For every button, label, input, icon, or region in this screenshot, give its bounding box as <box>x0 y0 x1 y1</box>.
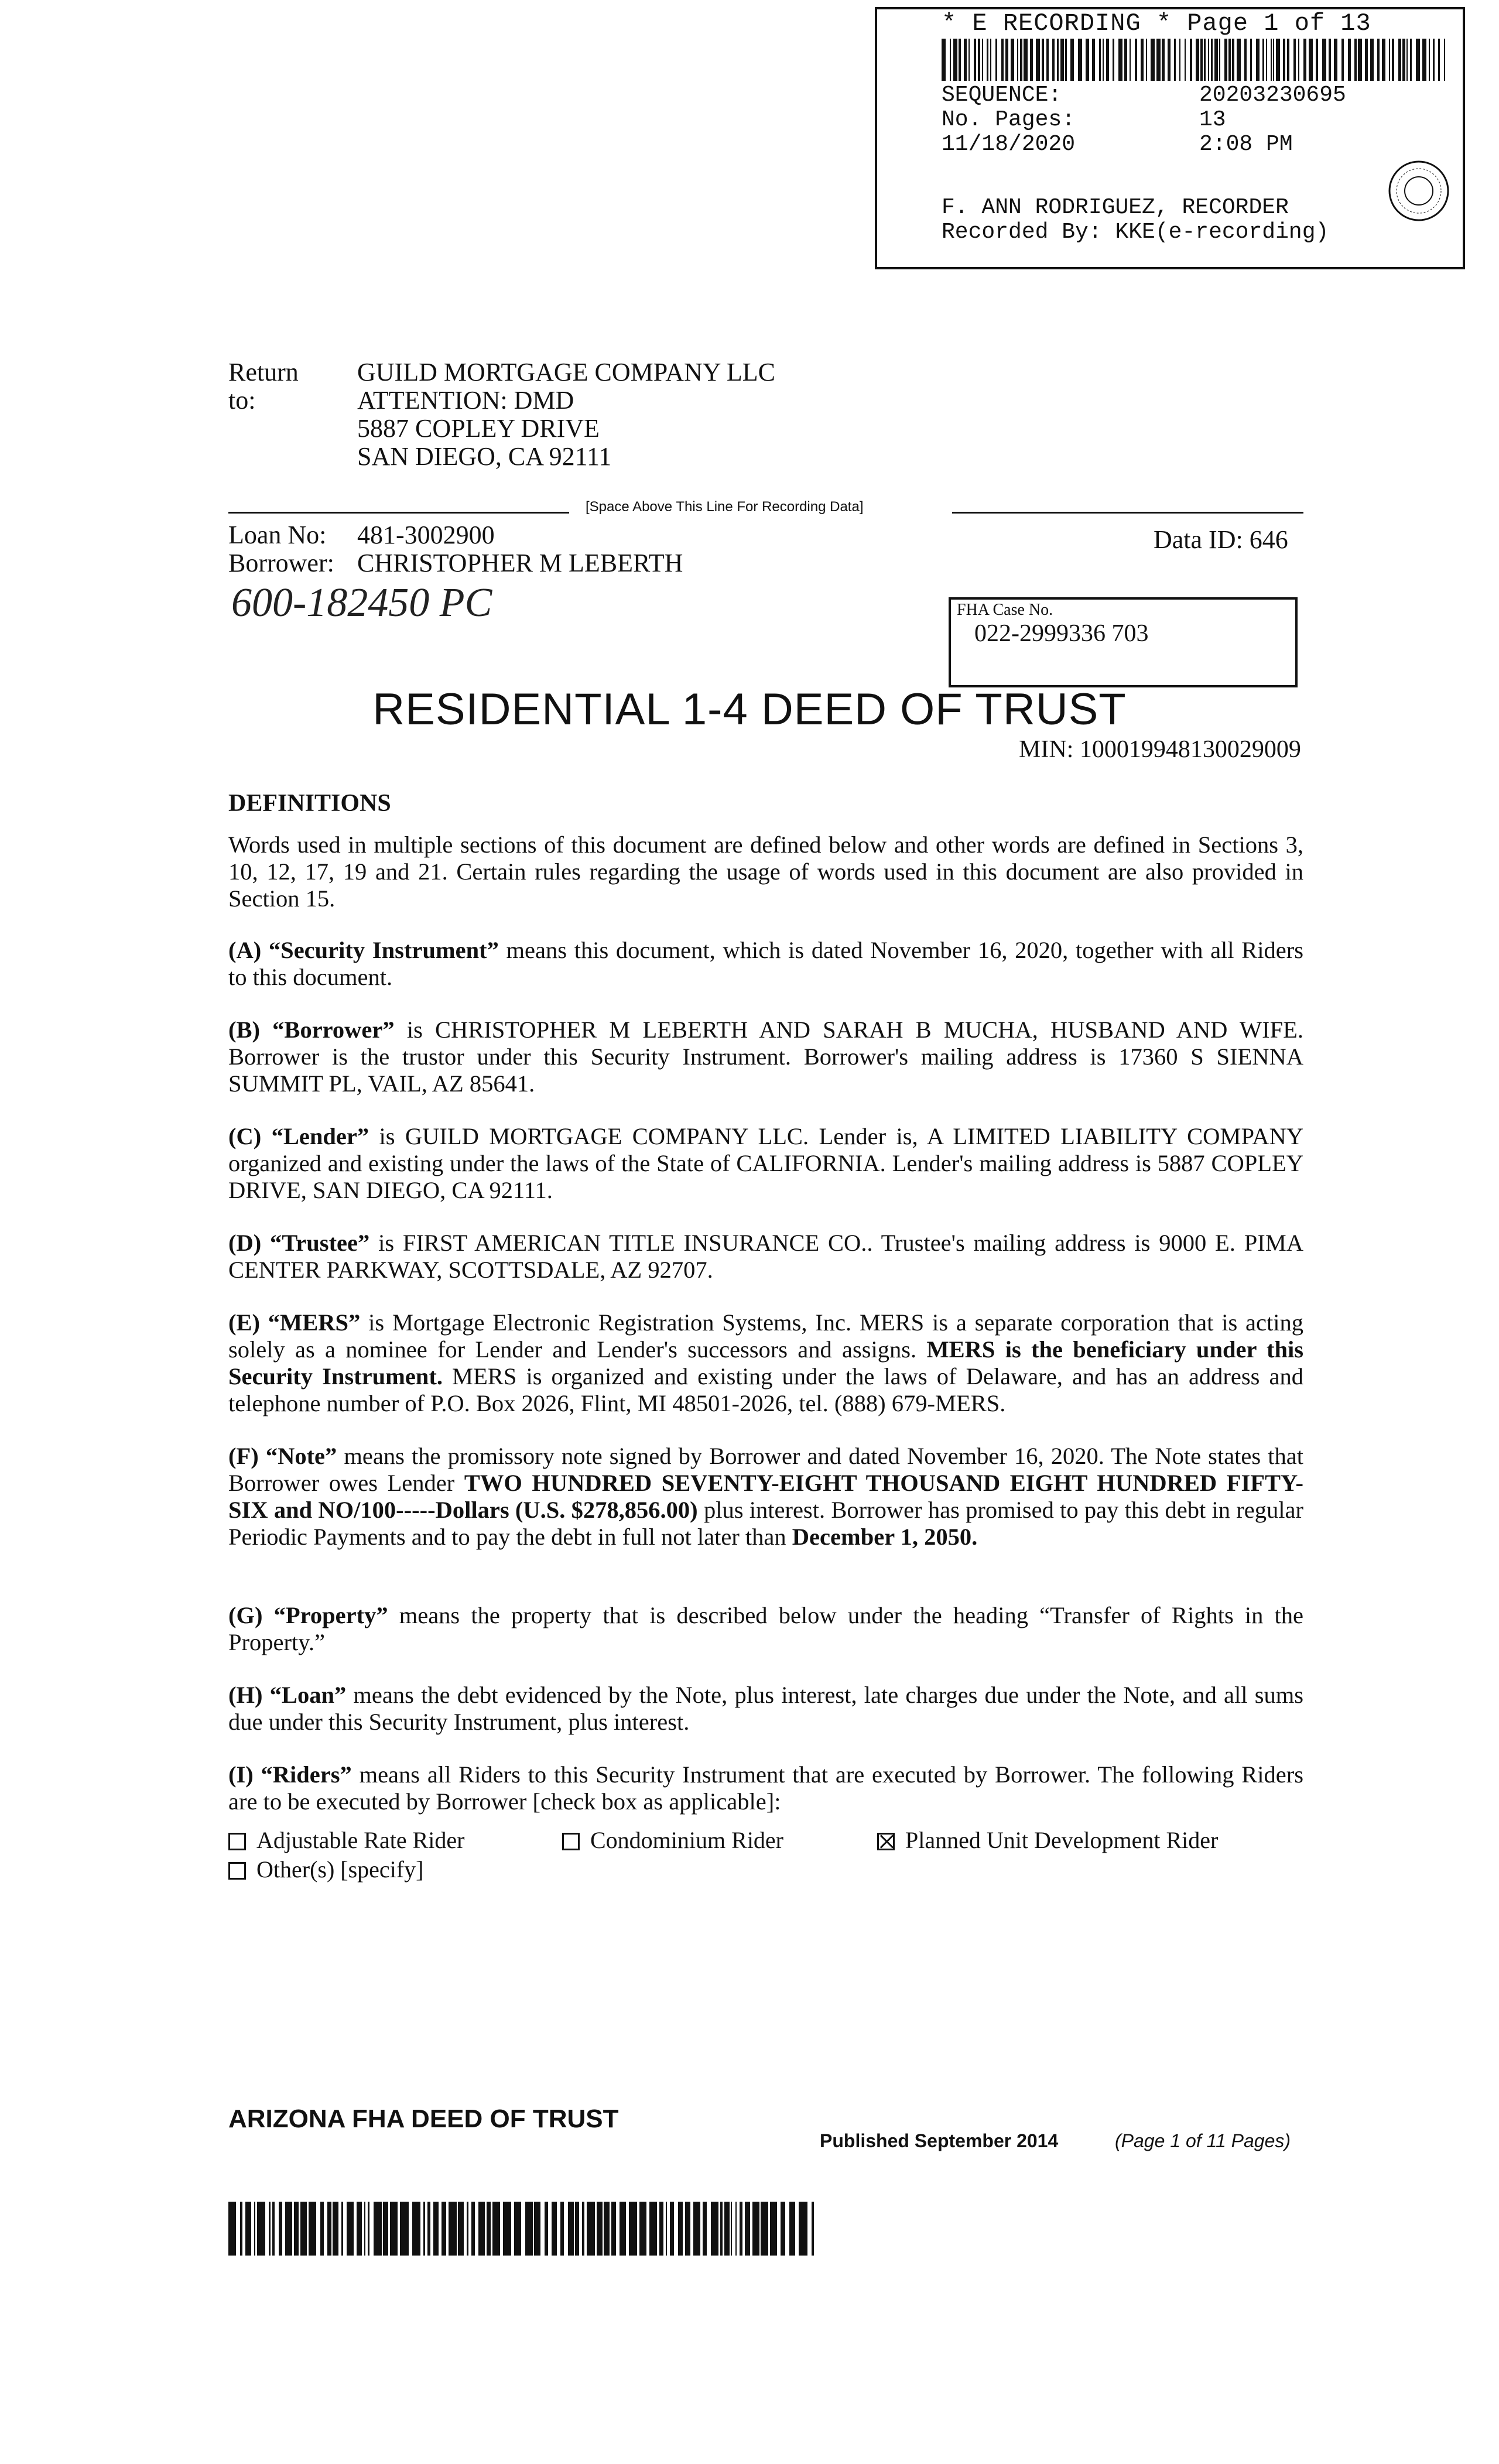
barcode-bar <box>1271 39 1272 81</box>
barcode-bar <box>670 2202 674 2256</box>
barcode-bar <box>735 2202 737 2256</box>
barcode-bar <box>272 2202 275 2256</box>
barcode-bar <box>1358 39 1362 81</box>
barcode-bar <box>1020 39 1022 81</box>
fha-case-box <box>949 597 1298 687</box>
barcode-bar <box>400 2202 409 2256</box>
space-above-note: [Space Above This Line For Recording Data] <box>586 499 864 515</box>
definition-h <box>228 1682 1303 1736</box>
definition-text: means all Riders to this Security Instrument that are executed by Borrower. The following Riders are to be executed by Borrower [check box as applicable]: <box>228 1761 1303 1815</box>
document-barcode <box>228 2202 814 2256</box>
barcode-bar <box>1190 39 1192 81</box>
barcode-bar <box>254 2202 255 2256</box>
barcode-bar <box>1099 39 1101 81</box>
definition-e <box>228 1309 1303 1417</box>
definition-text: means the promissory note signed by Borrower and dated November 16, 2020. The Note states that Borrower owes Lender <box>228 1443 1303 1496</box>
barcode-bar <box>333 2202 338 2256</box>
barcode-bar <box>327 2202 331 2256</box>
barcode-bar <box>1276 39 1280 81</box>
maturity-date: December 1, 2050. <box>792 1524 978 1550</box>
recording-line-right <box>952 512 1303 514</box>
barcode-bar <box>1244 39 1247 81</box>
barcode-bar <box>620 2202 626 2256</box>
recorder-name: F. ANN RODRIGUEZ, RECORDER <box>942 195 1289 220</box>
barcode-bar <box>545 2202 548 2256</box>
barcode-bar <box>471 2202 475 2256</box>
barcode-bar <box>1174 39 1176 81</box>
barcode-bar <box>1433 39 1435 81</box>
barcode-bar <box>1287 39 1289 81</box>
barcode-bar <box>724 2202 730 2256</box>
barcode-bar <box>731 2202 732 2256</box>
barcode-bar <box>1168 39 1171 81</box>
borrower-label: Borrower: <box>228 549 334 577</box>
barcode-bar <box>449 2202 457 2256</box>
definition-text: MERS is organized and existing under the laws of Delaware, and has an address and telephone number of P.O. Box 2026, Flint, MI 48501-2026, tel. (888) 679-MERS. <box>228 1363 1303 1416</box>
rider-condominium <box>562 1826 783 1855</box>
barcode-bar <box>1204 39 1206 81</box>
barcode-bar <box>1092 39 1095 81</box>
term: (C) “Lender” <box>228 1123 369 1149</box>
data-id: Data ID: 646 <box>1154 525 1288 554</box>
rider-label: Other(s) [specify] <box>256 1856 424 1883</box>
barcode-bar <box>1185 39 1186 81</box>
barcode-bar <box>1162 39 1165 81</box>
fha-case-label: FHA Case No. <box>957 601 1053 619</box>
barcode-bar <box>1211 39 1213 81</box>
return-to-address <box>357 358 775 471</box>
barcode-bar <box>1070 39 1074 81</box>
fha-case-number: 022-2999336 703 <box>974 620 1149 647</box>
barcode-bar <box>770 2202 777 2256</box>
barcode-bar <box>364 2202 365 2256</box>
barcode-bar <box>534 2202 540 2256</box>
barcode-bar <box>611 2202 616 2256</box>
barcode-bar <box>1283 39 1285 81</box>
definition-text: is FIRST AMERICAN TITLE INSURANCE CO.. Trustee's mailing address is 9000 E. PIMA CENTER PARKWAY, SCOTTSDALE, AZ 92707. <box>228 1230 1303 1283</box>
recording-line-left <box>228 512 569 514</box>
barcode-bar <box>423 2202 425 2256</box>
barcode-bar <box>1370 39 1374 81</box>
definitions-intro: Words used in multiple sections of this document are defined below and other words are defined in Sections 3, 10, 12, 17, 19 and 21. Certain rules regarding the usage of words used in this document are also provided in Section 15. <box>228 831 1303 912</box>
handwritten-note: 600-182450 PC <box>231 580 492 625</box>
barcode-bar <box>1438 39 1440 81</box>
term: (I) “Riders” <box>228 1761 352 1788</box>
definition-text: is CHRISTOPHER M LEBERTH AND SARAH B MUCHA, HUSBAND AND WIFE. Borrower is the trustor under this Security Instrument. Borrower's mailing address is 17360 S SIENNA SUMMIT PL, VAIL, AZ 85641. <box>228 1017 1303 1097</box>
barcode-bar <box>1422 39 1426 81</box>
loan-amount: TWO HUNDRED SEVENTY-EIGHT THOUSAND EIGHT HUNDRED FIFTY-SIX and NO/100-----Dollars (U.S. $278,856.00) <box>228 1470 1303 1523</box>
barcode-bar <box>1017 39 1018 81</box>
barcode-bar <box>1208 39 1209 81</box>
barcode-bar <box>1382 39 1385 81</box>
adjustable-rate-checkbox[interactable] <box>228 1833 246 1850</box>
barcode-bar <box>1113 39 1114 81</box>
barcode-bar <box>987 39 988 81</box>
return-line: SAN DIEGO, CA 92111 <box>357 442 612 471</box>
barcode-bar <box>942 39 946 81</box>
pages-label: No. Pages: <box>942 107 1076 132</box>
term: (H) “Loan” <box>228 1682 347 1708</box>
barcode-bar <box>1429 39 1430 81</box>
date-row <box>942 132 1293 157</box>
barcode-bar <box>1011 39 1014 81</box>
page-number: (Page 1 of 11 Pages) <box>1115 2130 1291 2151</box>
barcode-bar <box>458 2202 464 2256</box>
definition-b <box>228 1017 1303 1097</box>
barcode-bar <box>781 2202 785 2256</box>
barcode-bar <box>752 2202 759 2256</box>
barcode-bar <box>1065 39 1067 81</box>
recording-time: 2:08 PM <box>1199 132 1293 157</box>
barcode-bar <box>1377 39 1380 81</box>
recording-barcode <box>942 39 1445 81</box>
barcode-bar <box>604 2202 610 2256</box>
barcode-bar <box>575 2202 579 2256</box>
return-line: 5887 COPLEY DRIVE <box>357 414 600 443</box>
barcode-bar <box>503 2202 511 2256</box>
barcode-bar <box>1214 39 1218 81</box>
rider-planned-unit-development <box>877 1826 1218 1855</box>
sequence-label: SEQUENCE: <box>942 83 1062 108</box>
barcode-bar <box>761 2202 768 2256</box>
barcode-bar <box>982 39 983 81</box>
barcode-bar <box>478 2202 485 2256</box>
min-number: MIN: 100019948130029009 <box>1019 736 1301 763</box>
barcode-bar <box>1118 39 1122 81</box>
barcode-bar <box>1266 39 1267 81</box>
barcode-bar <box>1410 39 1412 81</box>
barcode-bar <box>666 2202 667 2256</box>
term: (F) “Note” <box>228 1443 337 1469</box>
barcode-bar <box>1005 39 1008 81</box>
barcode-bar <box>649 2202 657 2256</box>
barcode-bar <box>1354 39 1357 81</box>
published-date: Published September 2014 <box>820 2130 1059 2151</box>
barcode-bar <box>1273 39 1274 81</box>
borrower-row <box>228 549 683 577</box>
barcode-bar <box>390 2202 398 2256</box>
barcode-bar <box>978 39 980 81</box>
barcode-bar <box>1130 39 1131 81</box>
barcode-bar <box>1237 39 1241 81</box>
definition-text: means the debt evidenced by the Note, plus interest, late charges due under the Note, and all sums due under this Security Instrument, plus interest. <box>228 1682 1303 1735</box>
term: (E) “MERS” <box>228 1309 361 1336</box>
definition-bold-text: MERS is the beneficiary under this Security Instrument. <box>228 1336 1303 1390</box>
definition-i <box>228 1761 1303 1815</box>
barcode-bar <box>552 2202 557 2256</box>
document-title: RESIDENTIAL 1-4 DEED OF TRUST <box>372 685 1127 734</box>
barcode-bar <box>1309 39 1313 81</box>
rider-label: Planned Unit Development Rider <box>905 1827 1219 1853</box>
barcode-bar <box>442 2202 446 2256</box>
barcode-bar <box>974 39 976 81</box>
sequence-value: 20203230695 <box>1199 83 1346 108</box>
barcode-bar <box>1316 39 1318 81</box>
barcode-bar <box>703 2202 707 2256</box>
barcode-bar <box>720 2202 723 2256</box>
barcode-bar <box>597 2202 603 2256</box>
barcode-bar <box>560 2202 564 2256</box>
sequence-row <box>942 83 1346 108</box>
barcode-bar <box>1348 39 1351 81</box>
barcode-bar <box>1389 39 1390 81</box>
barcode-bar <box>1402 39 1405 81</box>
barcode-bar <box>1232 39 1234 81</box>
term: (G) “Property” <box>228 1602 388 1628</box>
return-line: GUILD MORTGAGE COMPANY LLC <box>357 358 776 386</box>
barcode-bar <box>1030 39 1033 81</box>
barcode-bar <box>228 2202 236 2256</box>
barcode-bar <box>1141 39 1144 81</box>
barcode-bar <box>1224 39 1227 81</box>
barcode-bar <box>964 39 967 81</box>
term: (A) “Security Instrument” <box>228 937 499 963</box>
barcode-bar <box>1179 39 1180 81</box>
return-line: ATTENTION: DMD <box>357 386 574 415</box>
pages-row <box>942 107 1226 132</box>
barcode-bar <box>1322 39 1326 81</box>
barcode-bar <box>433 2202 439 2256</box>
barcode-bar <box>285 2202 292 2256</box>
definition-text: means this document, which is dated November 16, 2020, together with all Riders to this document. <box>228 937 1303 990</box>
definitions-heading: DEFINITIONS <box>228 790 391 817</box>
barcode-bar <box>953 39 957 81</box>
barcode-bar <box>1444 39 1445 81</box>
barcode-bar <box>1298 39 1299 81</box>
barcode-bar <box>1196 39 1199 81</box>
barcode-bar <box>582 2202 584 2256</box>
barcode-bar <box>269 2202 271 2256</box>
barcode-bar <box>1135 39 1137 81</box>
barcode-bar <box>685 2202 690 2256</box>
definition-c <box>228 1123 1303 1204</box>
barcode-bar <box>799 2202 807 2256</box>
term: (B) “Borrower” <box>228 1017 395 1043</box>
barcode-bar <box>240 2202 242 2256</box>
barcode-bar <box>711 2202 718 2256</box>
barcode-bar <box>427 2202 430 2256</box>
definition-text: means the property that is described below under the heading “Transfer of Rights in the Property.” <box>228 1602 1303 1655</box>
barcode-bar <box>1398 39 1401 81</box>
barcode-bar <box>467 2202 468 2256</box>
barcode-bar <box>629 2202 637 2256</box>
barcode-bar <box>487 2202 491 2256</box>
barcode-bar <box>1024 39 1028 81</box>
barcode-bar <box>639 2202 646 2256</box>
definition-text: is GUILD MORTGAGE COMPANY LLC. Lender is, A LIMITED LIABILITY COMPANY organized and existing under the laws of the State of CALIFORNIA. Lender's mailing address is 5887 COPLEY DRIVE, SAN DIEGO, CA 92111. <box>228 1123 1303 1203</box>
barcode-bar <box>1228 39 1231 81</box>
loan-number-row <box>228 521 683 549</box>
borrower-name: CHRISTOPHER M LEBERTH <box>357 549 683 577</box>
barcode-bar <box>1057 39 1059 81</box>
barcode-bar <box>1086 39 1089 81</box>
definition-d <box>228 1230 1303 1284</box>
county-recorder-seal-icon <box>1387 159 1451 223</box>
barcode-bar <box>525 2202 533 2256</box>
barcode-bar <box>1042 39 1044 81</box>
barcode-bar <box>1219 39 1220 81</box>
return-to-label: Return to: <box>228 358 299 415</box>
rider-label: Adjustable Rate Rider <box>256 1827 465 1853</box>
barcode-bar <box>740 2202 742 2256</box>
barcode-bar <box>568 2202 574 2256</box>
recorded-by: Recorded By: KKE(e-recording) <box>942 220 1329 245</box>
barcode-bar <box>347 2202 354 2256</box>
barcode-bar <box>995 39 997 81</box>
barcode-bar <box>659 2202 663 2256</box>
barcode-bar <box>1329 39 1331 81</box>
rider-adjustable-rate <box>228 1826 464 1855</box>
barcode-bar <box>309 2202 316 2256</box>
barcode-bar <box>587 2202 595 2256</box>
barcode-bar <box>1046 39 1049 81</box>
barcode-bar <box>1262 39 1264 81</box>
loan-number: 481-3002900 <box>357 521 495 549</box>
barcode-bar <box>300 2202 307 2256</box>
barcode-bar <box>245 2202 251 2256</box>
barcode-bar <box>1256 39 1260 81</box>
barcode-bar <box>1156 39 1161 81</box>
barcode-bar <box>693 2202 700 2256</box>
rider-other <box>228 1855 423 1884</box>
barcode-bar <box>959 39 961 81</box>
loan-label: Loan No: <box>228 521 327 549</box>
planned-unit-development-checkbox[interactable] <box>877 1833 895 1850</box>
barcode-bar <box>745 2202 750 2256</box>
barcode-bar <box>1293 39 1296 81</box>
barcode-bar <box>990 39 991 81</box>
barcode-bar <box>1416 39 1420 81</box>
barcode-bar <box>320 2202 324 2256</box>
barcode-bar <box>1106 39 1109 81</box>
barcode-bar <box>383 2202 388 2256</box>
barcode-bar <box>374 2202 382 2256</box>
loan-info <box>228 521 683 577</box>
barcode-bar <box>950 39 951 81</box>
barcode-bar <box>1200 39 1203 81</box>
barcode-bar <box>1078 39 1082 81</box>
barcode-bar <box>294 2202 299 2256</box>
barcode-bar <box>412 2202 420 2256</box>
barcode-bar <box>812 2202 814 2256</box>
recording-date: 11/18/2020 <box>942 132 1076 157</box>
barcode-bar <box>257 2202 265 2256</box>
barcode-bar <box>1001 39 1004 81</box>
barcode-bar <box>1392 39 1394 81</box>
barcode-bar <box>1334 39 1337 81</box>
barcode-bar <box>968 39 970 81</box>
barcode-bar <box>514 2202 521 2256</box>
barcode-bar <box>1341 39 1344 81</box>
barcode-bar <box>492 2202 500 2256</box>
term: (D) “Trustee” <box>228 1230 370 1256</box>
barcode-bar <box>1303 39 1306 81</box>
recording-stamp <box>875 7 1465 269</box>
recording-stamp-title: * E RECORDING * Page 1 of 13 <box>942 9 1371 37</box>
barcode-bar <box>789 2202 795 2256</box>
barcode-bar <box>1052 39 1055 81</box>
definition-text: is Mortgage Electronic Registration Systems, Inc. MERS is a separate corporation that is acting solely as a nominee for Lender and Lender's successors and assigns. <box>228 1309 1303 1363</box>
barcode-bar <box>1036 39 1040 81</box>
barcode-bar <box>357 2202 362 2256</box>
pages-value: 13 <box>1199 107 1226 132</box>
barcode-bar <box>1060 39 1064 81</box>
definition-a <box>228 937 1303 991</box>
barcode-bar <box>1103 39 1104 81</box>
rider-label: Condominium Rider <box>590 1827 783 1853</box>
footer-title: ARIZONA FHA DEED OF TRUST <box>228 2104 619 2133</box>
barcode-bar <box>1250 39 1252 81</box>
barcode-bar <box>1151 39 1155 81</box>
barcode-bar <box>1365 39 1368 81</box>
barcode-bar <box>1124 39 1127 81</box>
barcode-bar <box>1146 39 1147 81</box>
barcode-bar <box>678 2202 683 2256</box>
barcode-bar <box>341 2202 343 2256</box>
definition-text: plus interest. Borrower has promised to pay this debt in regular Periodic Payments and to pay the debt in full not later than <box>228 1497 1303 1550</box>
barcode-bar <box>279 2202 282 2256</box>
definition-g <box>228 1602 1303 1656</box>
definition-f <box>228 1443 1303 1551</box>
barcode-bar <box>368 2202 369 2256</box>
barcode-bar <box>1406 39 1408 81</box>
condominium-checkbox[interactable] <box>562 1833 580 1850</box>
other-riders-checkbox[interactable] <box>228 1862 246 1880</box>
